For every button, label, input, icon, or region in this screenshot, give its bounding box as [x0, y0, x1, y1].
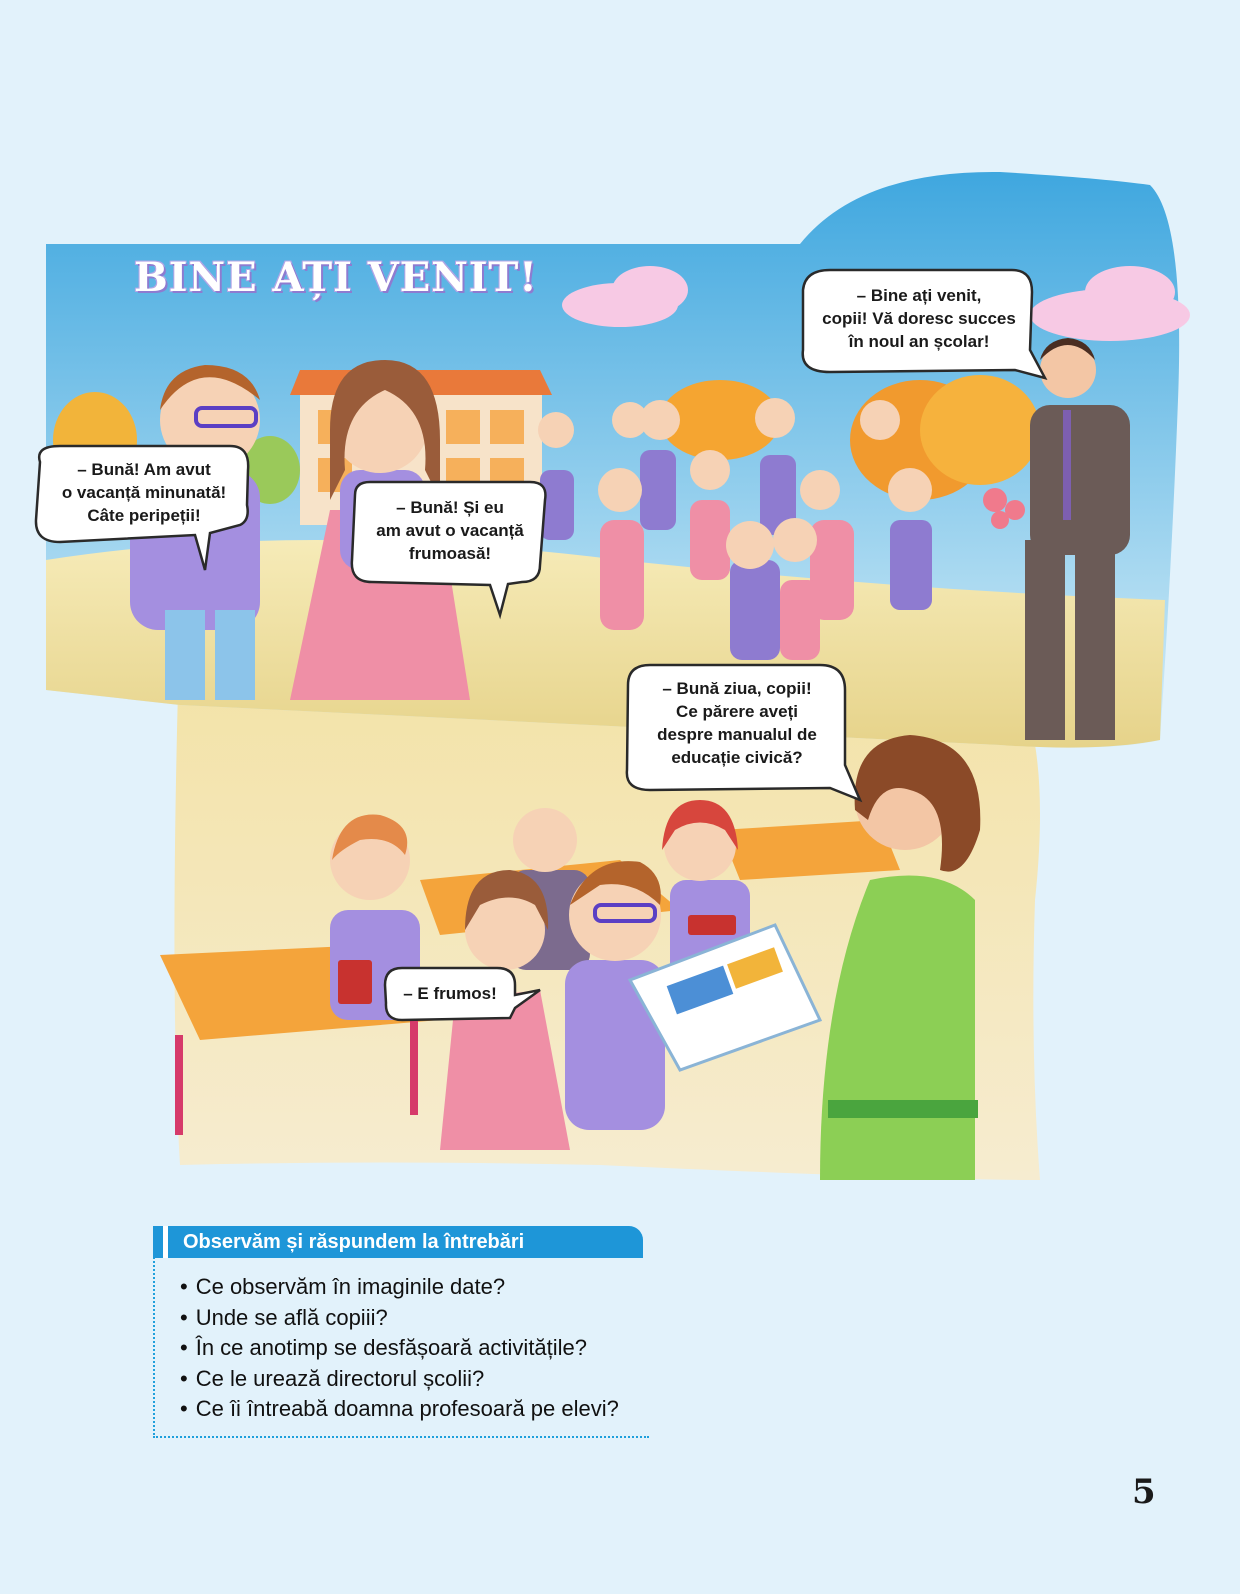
page-title: BINE AȚI VENIT!	[134, 254, 538, 301]
bubble-line: o vacanță minunată!	[61, 483, 227, 502]
bubble-line: în noul an școlar!	[848, 332, 990, 351]
questions-heading: Observăm și răspundem la întrebări	[153, 1226, 643, 1258]
question-item: • Ce îi întreabă doamna profesoară pe elevi?	[180, 1394, 619, 1425]
bubble-line: despre manualul de	[657, 725, 817, 744]
bubble-boy-text	[40, 458, 248, 527]
bubble-line: Ce părere aveți	[676, 702, 798, 721]
bubble-line: educație civică?	[671, 748, 803, 767]
bubble-line: – Bună ziua, copii!	[662, 679, 812, 698]
bubble-girl-text	[355, 496, 545, 565]
bubble-principal-text	[805, 284, 1033, 353]
question-item: • Ce observăm în imaginile date?	[180, 1272, 619, 1303]
bubble-line: am avut o vacanță	[376, 521, 524, 540]
bubble-line: frumoasă!	[408, 544, 492, 563]
bubble-line: – Bine ați venit,	[856, 286, 982, 305]
question-item: • În ce anotimp se desfășoară activitățile?	[180, 1333, 619, 1364]
bubble-line: – Bună! Am avut	[77, 460, 211, 479]
page-number: 5	[1132, 1472, 1156, 1512]
bubble-student-text	[386, 982, 514, 1005]
question-item: • Unde se află copiii?	[180, 1303, 619, 1334]
bubble-line: Câte peripeții!	[87, 506, 201, 525]
bubble-line: copii! Vă doresc succes	[822, 309, 1016, 328]
question-item: • Ce le urează directorul școlii?	[180, 1364, 619, 1395]
question-list	[180, 1272, 619, 1425]
bubble-line: – Bună! Și eu	[396, 498, 504, 517]
bubble-line: – E frumos!	[403, 984, 497, 1003]
bubble-teacher-text	[628, 677, 846, 769]
